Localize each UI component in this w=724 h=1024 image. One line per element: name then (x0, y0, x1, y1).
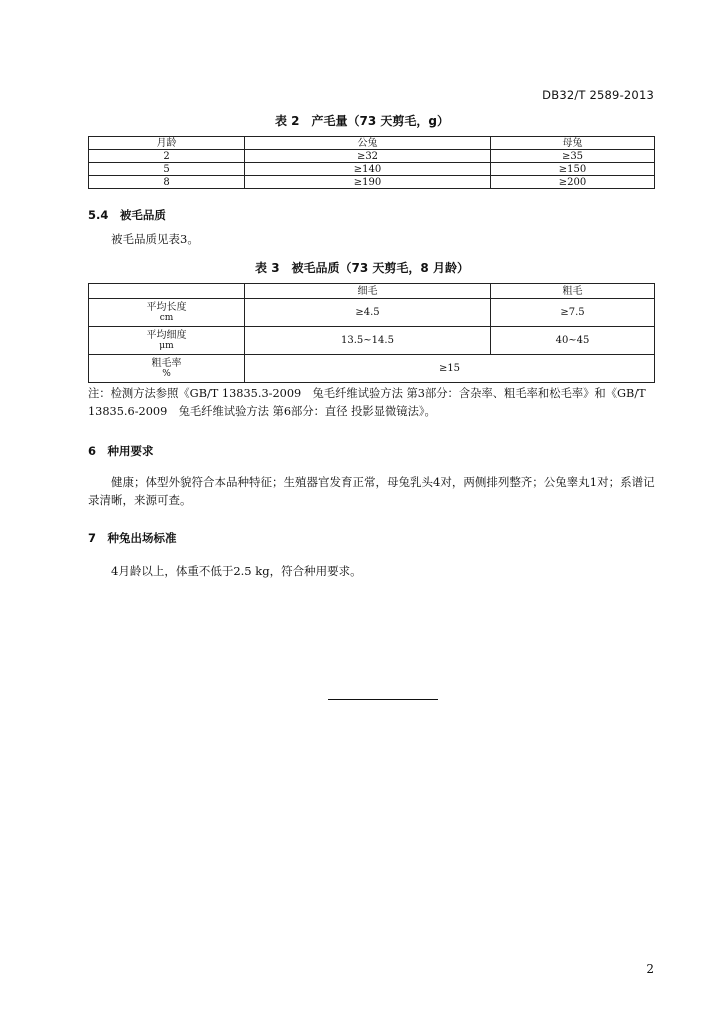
table-cell: 2 (89, 150, 245, 163)
table-cell: ≥190 (245, 176, 491, 189)
table-cell: 5 (89, 163, 245, 176)
row-label: 平均长度 (146, 301, 187, 313)
table-cell: ≥150 (491, 163, 655, 176)
row-label-cell (89, 299, 245, 327)
row-unit: μm (159, 340, 174, 351)
row-label: 粗毛率 (151, 357, 182, 369)
table-row (89, 299, 655, 327)
table-cell: ≥7.5 (491, 299, 655, 327)
section-5-4-heading: 5.4 被毛品质 (88, 208, 166, 222)
section-7-heading: 7 种兔出场标准 (88, 531, 177, 545)
table3-title: 表 3 被毛品质（73 天剪毛，8 月龄） (255, 261, 469, 275)
table-header-row (89, 137, 655, 150)
table2-title: 表 2 产毛量（73 天剪毛，g） (275, 114, 449, 128)
end-divider (328, 699, 438, 700)
table-cell: 40~45 (491, 327, 655, 355)
table-cell: 8 (89, 176, 245, 189)
row-unit: cm (159, 312, 174, 323)
row-unit: % (162, 368, 171, 379)
section-6-text: 健康；体型外貌符合本品种特征；生殖器官发育正常，母兔乳头4对，两侧排列整齐；公兔睾丸1对；系谱记录清晰，来源可查。 (88, 475, 655, 507)
page-number: 2 (646, 962, 654, 976)
section-6-heading: 6 种用要求 (88, 444, 154, 458)
table-cell: ≥35 (491, 150, 655, 163)
section-5-4-text: 被毛品质见表3。 (111, 232, 199, 246)
table3 (88, 283, 655, 383)
standard-code: DB32/T 2589-2013 (542, 88, 654, 102)
table-row (89, 327, 655, 355)
merged-cell: ≥15 (245, 355, 655, 383)
column-header: 粗毛 (491, 284, 655, 299)
column-header: 月龄 (89, 137, 245, 150)
table-row (89, 176, 655, 189)
table-header-row (89, 284, 655, 299)
column-header: 细毛 (245, 284, 491, 299)
table-cell: ≥32 (245, 150, 491, 163)
row-label: 平均细度 (146, 329, 187, 341)
column-header: 母兔 (491, 137, 655, 150)
table-cell: ≥140 (245, 163, 491, 176)
table-cell: 13.5~14.5 (245, 327, 491, 355)
table-cell: ≥4.5 (245, 299, 491, 327)
table-row (89, 150, 655, 163)
table-row (89, 163, 655, 176)
section-7-text: 4月龄以上，体重不低于2.5 kg，符合种用要求。 (111, 564, 362, 578)
table2 (88, 136, 655, 189)
column-header: 公兔 (245, 137, 491, 150)
table3-note: 注：检测方法参照《GB/T 13835.3-2009 兔毛纤维试验方法 第3部分：含杂率、粗毛率和松毛率》和《GB/T 13835.6-2009 兔毛纤维试验方法 第6部分：直径 投影显微镜法》。 (88, 387, 646, 418)
row-label-cell (89, 355, 245, 383)
column-header (89, 284, 245, 299)
row-label-cell (89, 327, 245, 355)
table-cell: ≥200 (491, 176, 655, 189)
table-row (89, 355, 655, 383)
